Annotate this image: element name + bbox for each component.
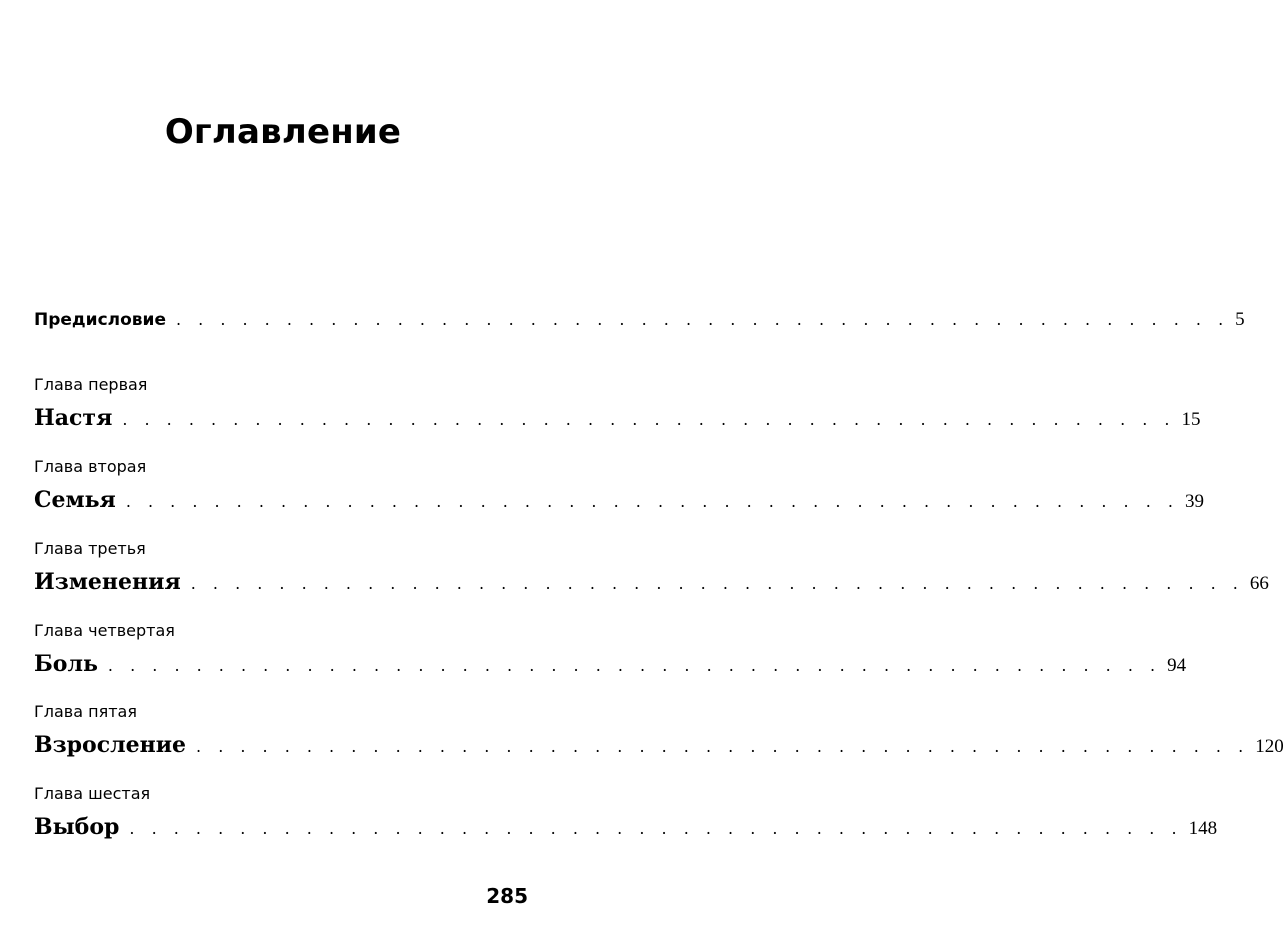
dot-leader: . . . . . . . . . . . . . . . . . . . . . . . . . . . . . . . . . . . . . . . . . . . . . . . . <box>190 574 1244 593</box>
dot-leader: . . . . . . . . . . . . . . . . . . . . . . . . . . . . . . . . . . . . . . . . . . . . . . . . <box>196 737 1250 756</box>
chapter-label: Глава четвертая <box>34 621 175 640</box>
toc-entry-page: 39 <box>1184 491 1204 512</box>
page-number: 285 <box>486 884 528 908</box>
toc-entry-page: 120 <box>1255 736 1284 757</box>
dot-leader: . . . . . . . . . . . . . . . . . . . . . . . . . . . . . . . . . . . . . . . . . . . . . . . . <box>122 410 1176 429</box>
dot-leader: . . . . . . . . . . . . . . . . . . . . . . . . . . . . . . . . . . . . . . . . . . . . . . . . <box>125 492 1179 511</box>
toc-entry-title: Предисловие <box>34 310 166 330</box>
toc-entry-chapter-2 <box>34 487 1204 513</box>
toc-entry-title: Изменения <box>34 569 181 595</box>
toc-entry-title: Взросление <box>34 732 187 758</box>
toc-entry-page: 15 <box>1181 409 1201 430</box>
dot-leader: . . . . . . . . . . . . . . . . . . . . . . . . . . . . . . . . . . . . . . . . . . . . . . . . <box>129 819 1183 838</box>
chapter-label: Глава вторая <box>34 457 147 476</box>
toc-entry-preface <box>34 309 1245 331</box>
toc-entry-chapter-5 <box>34 732 1284 758</box>
dot-leader: . . . . . . . . . . . . . . . . . . . . . . . . . . . . . . . . . . . . . . . . . . . . . . . . <box>107 656 1162 675</box>
page-title: Оглавление <box>164 112 402 152</box>
toc-entry-chapter-3 <box>34 569 1269 595</box>
toc-entry-page: 66 <box>1249 573 1269 594</box>
toc-entry-page: 148 <box>1188 818 1218 839</box>
toc-entry-title: Боль <box>34 651 98 677</box>
chapter-label: Глава первая <box>34 375 148 394</box>
toc-entry-chapter-1 <box>34 405 1201 431</box>
chapter-label: Глава третья <box>34 539 146 558</box>
chapter-label: Глава шестая <box>34 784 151 803</box>
toc-entry-chapter-6 <box>34 814 1218 840</box>
dot-leader: . . . . . . . . . . . . . . . . . . . . . . . . . . . . . . . . . . . . . . . . . . . . . . . . <box>175 310 1230 329</box>
toc-entry-title: Выбор <box>34 814 120 840</box>
toc-entry-page: 94 <box>1167 655 1187 676</box>
toc-entry-title: Настя <box>34 405 113 431</box>
chapter-label: Глава пятая <box>34 702 137 721</box>
toc-entry-chapter-4 <box>34 651 1187 677</box>
toc-entry-page: 5 <box>1235 309 1245 330</box>
toc-entry-title: Семья <box>34 487 116 513</box>
